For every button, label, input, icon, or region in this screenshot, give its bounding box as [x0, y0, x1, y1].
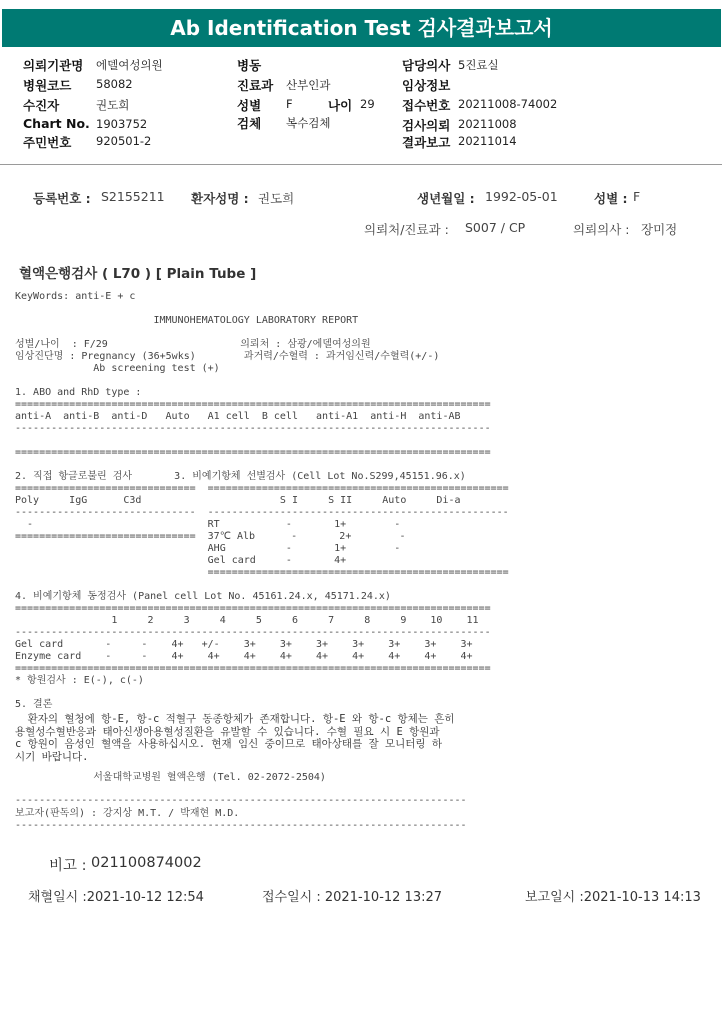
report-line: ===============================================================================	[15, 399, 491, 410]
report-line: KeyWords: anti-E + c	[15, 291, 136, 302]
report-line: IMMUNOHEMATOLOGY LABORATORY REPORT	[15, 315, 359, 326]
report-line: Gel card - 4+	[15, 555, 347, 566]
report-line: Gel card - - 4+ +/- 3+ 3+ 3+ 3+ 3+ 3+ 3+	[15, 639, 473, 650]
label-doctor: 담당의사	[402, 58, 451, 73]
label-dob: 생년월일 :	[417, 191, 475, 206]
report-line: 1 2 3 4 5 6 7 8 9 10 11	[15, 615, 479, 626]
reporter-line: 보고자(판독의) : 강지상 M.T. / 박재현 M.D.	[15, 808, 240, 819]
exam-title: 혈액은행검사 ( L70 ) [ Plain Tube ]	[19, 266, 257, 282]
conclusion-line: 용혈성수혈반응과 태아신생아용혈성질환을 유발할 수 있습니다. 수혈 필요 시 E 항원과	[15, 725, 440, 738]
label-chart-no: Chart No.	[23, 116, 90, 131]
report-line: ==================================================	[15, 567, 509, 578]
label-patient-sex: 성별 :	[594, 191, 628, 206]
label-sex: 성별	[237, 98, 262, 113]
hospital-line: 서울대학교병원 혈액은행 (Tel. 02-2072-2504)	[15, 772, 326, 783]
label-clinical-info: 임상정보	[402, 78, 451, 93]
label-referring-doctor: 의뢰의사 :	[573, 222, 630, 237]
value-department: 산부인과	[286, 78, 331, 92]
header-divider	[0, 164, 722, 165]
label-age: 나이	[328, 98, 353, 113]
report-line: 1. ABO and RhD type :	[15, 387, 142, 398]
value-hospital-code: 58082	[96, 77, 133, 91]
report-line: Poly IgG C3d S I S II Auto Di-a	[15, 495, 461, 506]
report-line	[15, 375, 509, 387]
value-patient-sex: F	[633, 189, 641, 204]
label-referral-dept: 의뢰처/진료과 :	[364, 222, 449, 237]
report-title: Ab Identification Test 검사결과보고서	[2, 9, 721, 47]
label-institution: 의뢰기관명	[23, 58, 84, 73]
report-line: AHG - 1+ -	[15, 543, 401, 554]
label-registration-no: 등록번호 :	[33, 191, 91, 206]
value-dob: 1992-05-01	[485, 189, 558, 204]
report-datetime: 보고일시 :2021-10-13 14:13	[525, 890, 701, 905]
conclusion-line: c 항원이 음성인 혈액을 사용하십시오. 현재 임신 중이므로 태아상태를 잘 모니터링 하	[15, 738, 443, 750]
label-resident-no: 주민번호	[23, 135, 72, 150]
label-hospital-code: 병원코드	[23, 78, 72, 93]
value-test-request: 20211008	[458, 117, 517, 131]
value-specimen: 복수검체	[286, 116, 331, 130]
report-line	[15, 687, 509, 699]
remarks-value: 021100874002	[91, 855, 202, 871]
value-age: 29	[360, 97, 375, 111]
value-receipt-no: 20211008-74002	[458, 97, 558, 111]
label-result-report: 결과보고	[402, 135, 451, 150]
report-line: ============================== 37℃ Alb - 2+ -	[15, 531, 406, 542]
report-line: Enzyme card - - 4+ 4+ 4+ 4+ 4+ 4+ 4+ 4+ 4+	[15, 651, 473, 662]
value-patient-name: 권도희	[258, 191, 295, 206]
value-institution: 에델여성의원	[96, 58, 163, 72]
label-ward: 병동	[237, 58, 262, 73]
value-resident-no: 920501-2	[96, 134, 152, 148]
report-line: - RT - 1+ -	[15, 519, 401, 530]
report-line: 2. 직접 항글로불린 검사 3. 비예기항체 선별검사 (Cell Lot No.S299,45151.96.x)	[15, 471, 466, 482]
report-line: ===============================================================================	[15, 663, 491, 674]
conclusion-line: 환자의 혈청에 항-E, 항-c 적혈구 동종항체가 존재합니다. 항-E 와 항-c 항체는 흔히	[15, 713, 455, 725]
report-line: ============================== ==================================================	[15, 483, 509, 494]
report-line: anti-A anti-B anti-D Auto A1 cell B cell anti-A1 anti-H anti-AB	[15, 411, 461, 422]
report-line: 임상진단명 : Pregnancy (36+5wks) 과거력/수혈력 : 과거임신력/수혈력(+/-)	[15, 351, 440, 362]
report-line: -------------------------------------------------------------------------------	[15, 627, 491, 638]
separator-lower: ---------------------------------------------------------------------------	[15, 820, 467, 831]
label-test-request: 검사의뢰	[402, 118, 451, 133]
conclusion-line: 시기 바랍니다.	[15, 750, 89, 763]
report-line: 성별/나이 : F/29 의뢰처 : 삼광/에델여성의원	[15, 339, 371, 350]
value-sex: F	[286, 97, 293, 111]
lab-report-body	[15, 291, 509, 711]
value-referring-doctor: 장미정	[641, 222, 678, 237]
value-registration-no: S2155211	[101, 189, 165, 204]
receipt-datetime: 접수일시 : 2021-10-12 13:27	[262, 890, 443, 905]
report-line	[15, 459, 509, 471]
report-line	[15, 303, 509, 315]
report-line	[15, 579, 509, 591]
report-line: * 항원검사 : E(-), c(-)	[15, 675, 144, 686]
collection-datetime: 채혈일시 :2021-10-12 12:54	[28, 890, 204, 905]
report-line: Ab screening test (+)	[15, 363, 220, 374]
remarks-label: 비고 :	[49, 858, 87, 874]
label-examinee: 수진자	[23, 98, 60, 113]
value-chart-no: 1903752	[96, 117, 148, 131]
report-line: ------------------------------ --------------------------------------------------	[15, 507, 509, 518]
value-referral-dept: S007 / CP	[465, 220, 526, 235]
value-examinee: 권도희	[96, 98, 130, 112]
report-line: -------------------------------------------------------------------------------	[15, 423, 491, 434]
report-line: ===============================================================================	[15, 447, 491, 458]
report-line	[15, 327, 509, 339]
conclusion-text	[15, 713, 455, 763]
report-line: ===============================================================================	[15, 603, 491, 614]
label-department: 진료과	[237, 78, 274, 93]
report-line: 4. 비예기항체 동정검사 (Panel cell Lot No. 45161.24.x, 45171.24.x)	[15, 591, 391, 602]
separator-upper: ---------------------------------------------------------------------------	[15, 795, 467, 806]
value-doctor: 5진료실	[458, 58, 499, 72]
value-result-report: 20211014	[458, 134, 517, 148]
label-patient-name: 환자성명 :	[191, 191, 249, 206]
report-line: 5. 결론	[15, 699, 53, 710]
label-specimen: 검체	[237, 116, 262, 131]
label-receipt-no: 접수번호	[402, 98, 451, 113]
report-line	[15, 435, 509, 447]
